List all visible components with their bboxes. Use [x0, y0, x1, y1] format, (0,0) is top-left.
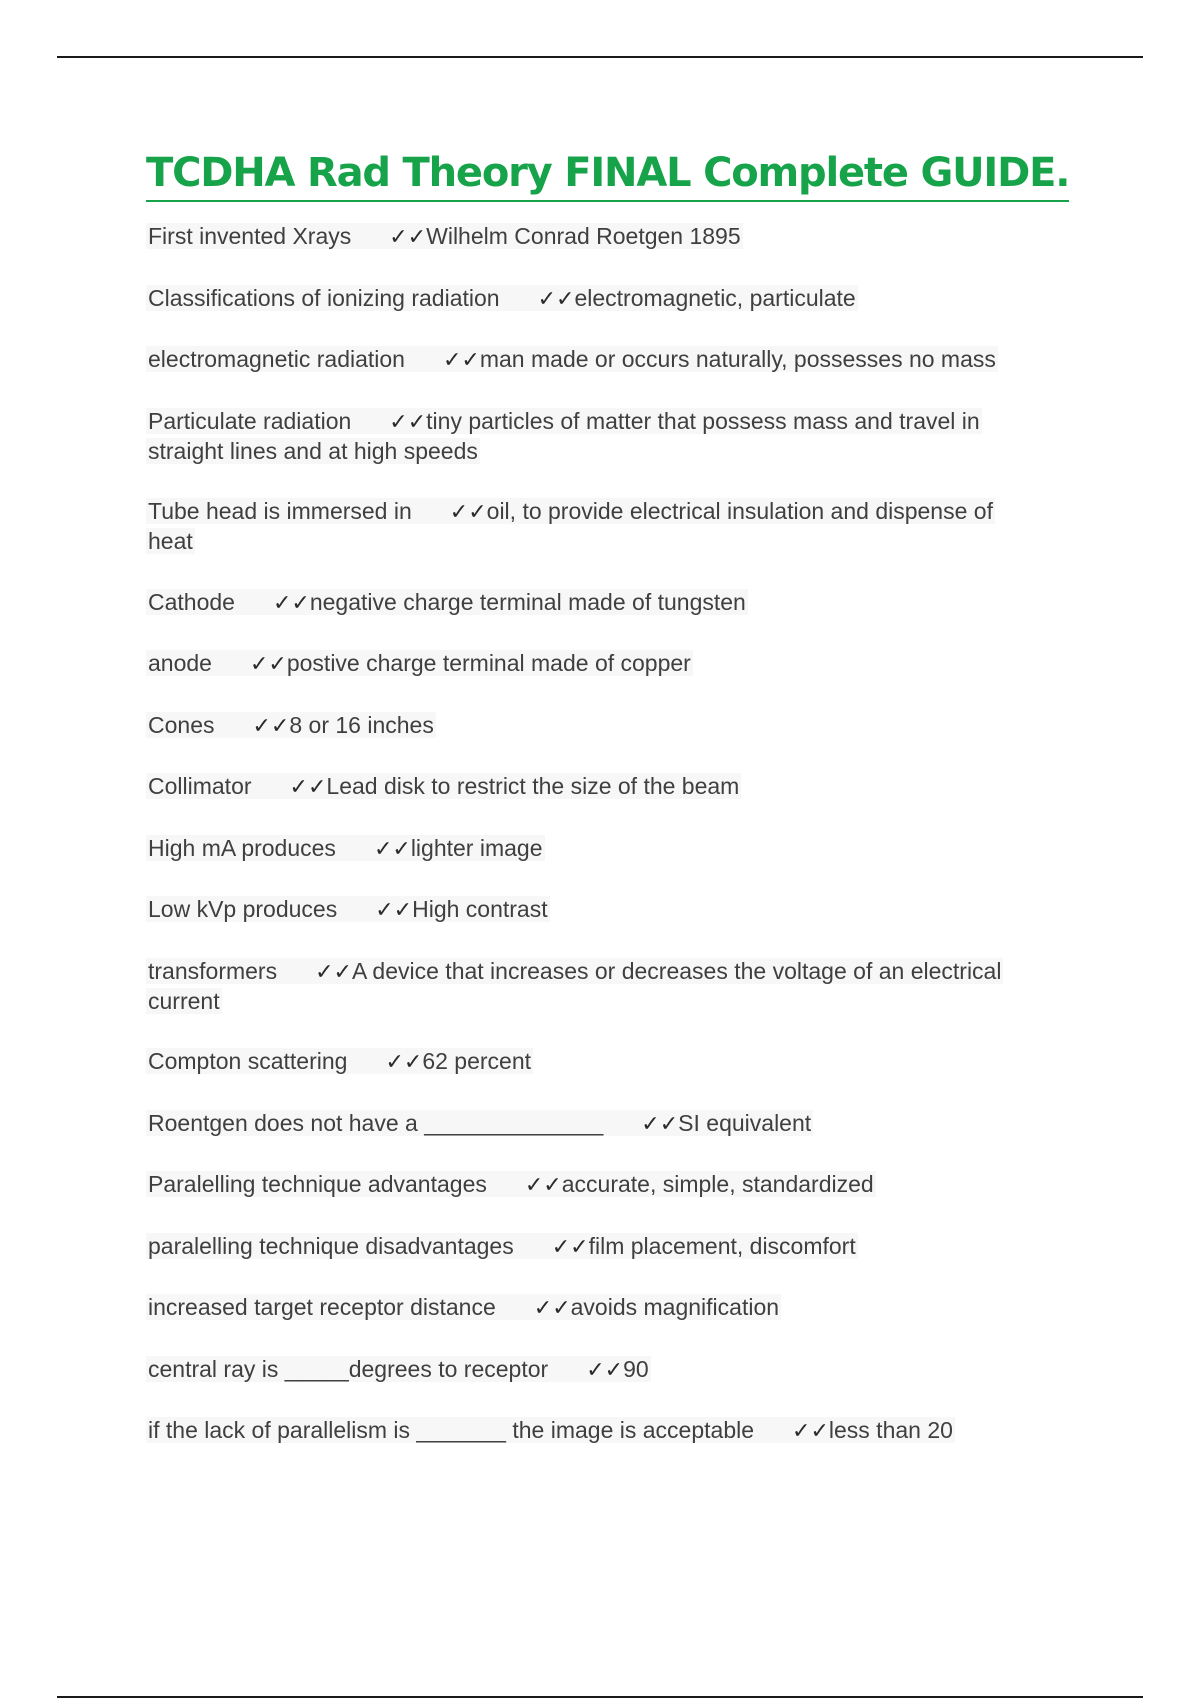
question-text: Classifications of ionizing radiation [148, 284, 500, 311]
question-text: anode [148, 650, 212, 676]
check-icon: ✓✓ [533, 1296, 571, 1321]
answer-text: film placement, discomfort [588, 1232, 856, 1259]
qa-item [146, 345, 1046, 375]
question-text: transformers [148, 957, 278, 984]
answer-text: oil, to provide electrical insulation and dispense of heat [148, 498, 993, 554]
check-icon: ✓✓ [389, 409, 427, 435]
check-icon: ✓✓ [252, 713, 290, 739]
answer-text: 90 [623, 1355, 649, 1382]
qa-list [146, 222, 1086, 1446]
document-body [146, 148, 1086, 1478]
question-text: electromagnetic radiation [148, 346, 405, 372]
answer-text: Wilhelm Conrad Roetgen 1895 [426, 223, 741, 249]
check-icon: ✓✓ [792, 1419, 829, 1444]
answer-text: postive charge terminal made of copper [286, 650, 691, 676]
answer-text: electromagnetic, particulate [574, 284, 856, 311]
top-rule [57, 56, 1143, 58]
answer-text: 62 percent [422, 1048, 532, 1074]
qa-item [146, 588, 1046, 618]
check-icon: ✓✓ [641, 1111, 679, 1137]
check-icon: ✓✓ [249, 652, 287, 677]
qa-item [146, 1170, 1046, 1200]
check-icon: ✓✓ [389, 225, 427, 250]
answer-text: lighter image [410, 834, 543, 861]
qa-item [146, 957, 1046, 1016]
check-icon: ✓✓ [442, 348, 480, 373]
answer-text: SI equivalent [678, 1109, 812, 1136]
answer-text: negative charge terminal made of tungsten [309, 588, 746, 615]
answer-text: 8 or 16 inches [289, 711, 434, 738]
answer-text: A device that increases or decreases the voltage of an electrical current [148, 957, 1002, 1014]
question-text: First invented Xrays [148, 223, 352, 249]
qa-item [146, 649, 1046, 679]
answer-text: less than 20 [828, 1417, 953, 1443]
check-icon: ✓✓ [373, 836, 411, 862]
check-icon: ✓✓ [537, 286, 575, 312]
qa-item [146, 1293, 1046, 1323]
answer-text: accurate, simple, standardized [561, 1171, 874, 1197]
qa-item [146, 497, 1046, 556]
qa-item [146, 1355, 1046, 1385]
check-icon: ✓✓ [385, 1050, 423, 1075]
question-text: Compton scattering [148, 1048, 348, 1074]
check-icon: ✓✓ [375, 898, 413, 923]
question-text: Cathode [148, 588, 235, 615]
question-text: Particulate radiation [148, 407, 352, 434]
answer-text: avoids magnification [570, 1294, 780, 1320]
qa-item [146, 222, 1046, 252]
question-text: Low kVp produces [148, 896, 338, 922]
question-text: Collimator [148, 773, 252, 799]
question-text: Roentgen does not have a ______________ [148, 1109, 604, 1136]
document-title: TCDHA Rad Theory FINAL Complete GUIDE. [146, 148, 1069, 202]
check-icon: ✓✓ [551, 1234, 589, 1260]
question-text: if the lack of parallelism is _______ the image is acceptable [148, 1417, 755, 1443]
answer-text: man made or occurs naturally, possesses no mass [479, 346, 996, 372]
bottom-rule [57, 1696, 1143, 1698]
check-icon: ✓✓ [586, 1357, 624, 1383]
check-icon: ✓✓ [524, 1173, 562, 1198]
question-text: Tube head is immersed in [148, 498, 412, 524]
qa-item [146, 1416, 1046, 1446]
check-icon: ✓✓ [315, 959, 352, 985]
qa-item [146, 1047, 1046, 1077]
qa-item [146, 1109, 1046, 1139]
answer-text: High contrast [412, 896, 548, 922]
answer-text: Lead disk to restrict the size of the beam [326, 773, 740, 799]
check-icon: ✓✓ [272, 590, 310, 616]
qa-item [146, 772, 1046, 802]
qa-item [146, 834, 1046, 864]
qa-item [146, 711, 1046, 741]
qa-item [146, 284, 1046, 314]
qa-item [146, 895, 1046, 925]
question-text: increased target receptor distance [148, 1294, 496, 1320]
question-text: Cones [148, 711, 215, 738]
qa-item [146, 1232, 1046, 1262]
answer-text: tiny particles of matter that possess mass and travel in straight lines and at high speeds [148, 407, 980, 464]
question-text: central ray is _____degrees to receptor [148, 1355, 549, 1382]
question-text: paralelling technique disadvantages [148, 1232, 514, 1259]
check-icon: ✓✓ [449, 500, 487, 525]
question-text: High mA produces [148, 834, 336, 861]
qa-item [146, 407, 1046, 466]
check-icon: ✓✓ [289, 775, 327, 800]
question-text: Paralelling technique advantages [148, 1171, 487, 1197]
